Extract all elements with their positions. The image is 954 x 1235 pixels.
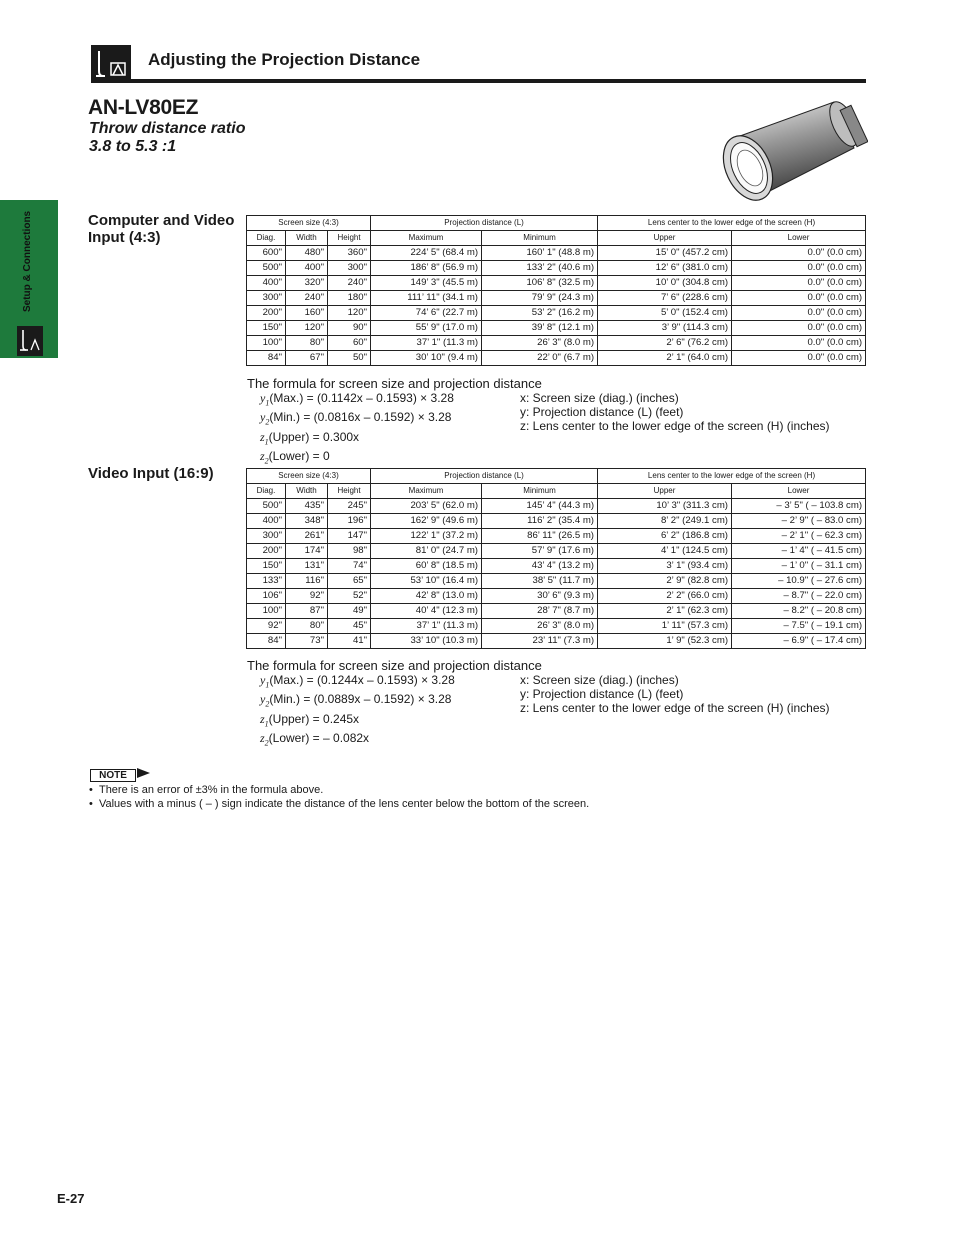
table-cell: 133’ 2" (40.6 m) bbox=[482, 261, 598, 276]
formula-variable: $y_1$ bbox=[260, 673, 270, 690]
formula-variable: $y_2$ bbox=[260, 692, 270, 709]
formula-title: The formula for screen size and projection distance bbox=[247, 376, 542, 391]
legend-y: y: Projection distance (L) (feet) bbox=[520, 687, 684, 701]
table-cell: 23’ 11" (7.3 m) bbox=[482, 634, 598, 649]
table-cell: 400" bbox=[247, 514, 286, 529]
formula-legend bbox=[520, 673, 830, 715]
table-cell: 86’ 11" (26.5 m) bbox=[482, 529, 598, 544]
table-cell: 45" bbox=[328, 619, 371, 634]
table-cell: 106’ 8" (32.5 m) bbox=[482, 276, 598, 291]
table-cell: 120" bbox=[328, 306, 371, 321]
formula-text: (Upper) = 0.245x bbox=[268, 711, 360, 726]
table-cell: 160’ 1" (48.8 m) bbox=[482, 246, 598, 261]
formula-block bbox=[260, 673, 455, 751]
table-row bbox=[247, 321, 866, 336]
distance-table-4-3 bbox=[246, 215, 866, 366]
table-cell: 0.0" (0.0 cm) bbox=[732, 336, 866, 351]
table-cell: 50" bbox=[328, 351, 371, 366]
table-cell: 57’ 9" (17.6 m) bbox=[482, 544, 598, 559]
table-cell: – 8.7" ( – 22.0 cm) bbox=[732, 589, 866, 604]
column-header: Lower bbox=[732, 484, 866, 499]
column-header: Height bbox=[328, 231, 371, 246]
legend-z: z: Lens center to the lower edge of the screen (H) (inches) bbox=[520, 701, 830, 715]
table-cell: 53’ 10" (16.4 m) bbox=[371, 574, 482, 589]
table-cell: 0.0" (0.0 cm) bbox=[732, 321, 866, 336]
table-cell: 4’ 1" (124.5 cm) bbox=[598, 544, 732, 559]
throw-ratio-line1: Throw distance ratio bbox=[89, 120, 246, 137]
formula-line bbox=[260, 712, 455, 731]
table-cell: 15’ 0" (457.2 cm) bbox=[598, 246, 732, 261]
table-cell: 2’ 1" (64.0 cm) bbox=[598, 351, 732, 366]
table-cell: 84" bbox=[247, 351, 286, 366]
column-header: Diag. bbox=[247, 231, 286, 246]
table-row bbox=[247, 619, 866, 634]
table-cell: – 7.5" ( – 19.1 cm) bbox=[732, 619, 866, 634]
table-cell: 0.0" (0.0 cm) bbox=[732, 351, 866, 366]
table-row bbox=[247, 514, 866, 529]
column-header: Upper bbox=[598, 484, 732, 499]
formula-text: (Lower) = 0 bbox=[268, 449, 330, 464]
group-header: Projection distance (L) bbox=[371, 469, 598, 484]
table-cell: 160" bbox=[286, 306, 328, 321]
table-cell: 106" bbox=[247, 589, 286, 604]
heading-rule bbox=[131, 79, 866, 83]
table-row bbox=[247, 291, 866, 306]
note-arrow-icon bbox=[137, 768, 150, 778]
table-cell: 1’ 11" (57.3 cm) bbox=[598, 619, 732, 634]
table-cell: 150" bbox=[247, 559, 286, 574]
table-cell: 42’ 8" (13.0 m) bbox=[371, 589, 482, 604]
table-cell: 87" bbox=[286, 604, 328, 619]
table-cell: 600" bbox=[247, 246, 286, 261]
legend-z: z: Lens center to the lower edge of the screen (H) (inches) bbox=[520, 419, 830, 433]
table-cell: 12’ 6" (381.0 cm) bbox=[598, 261, 732, 276]
table-cell: 1’ 9" (52.3 cm) bbox=[598, 634, 732, 649]
note-item-text: There is an error of ±3% in the formula above. bbox=[98, 784, 324, 796]
table-cell: 147" bbox=[328, 529, 371, 544]
table-cell: 3’ 1" (93.4 cm) bbox=[598, 559, 732, 574]
formula-variable: $z_2$ bbox=[260, 449, 269, 466]
column-header: Minimum bbox=[482, 484, 598, 499]
formula-variable: $y_1$ bbox=[260, 391, 270, 408]
column-header: Width bbox=[286, 231, 328, 246]
table-cell: 0.0" (0.0 cm) bbox=[732, 306, 866, 321]
group-header: Screen size (4:3) bbox=[247, 469, 371, 484]
table-cell: 480" bbox=[286, 246, 328, 261]
table-cell: 100" bbox=[247, 336, 286, 351]
group-header: Lens center to the lower edge of the screen (H) bbox=[598, 469, 866, 484]
formula-line bbox=[260, 430, 454, 449]
table-cell: 200" bbox=[247, 544, 286, 559]
table-cell: 2’ 2" (66.0 cm) bbox=[598, 589, 732, 604]
table-cell: 26’ 3" (8.0 m) bbox=[482, 336, 598, 351]
table-cell: 49" bbox=[328, 604, 371, 619]
formula-variable: $z_1$ bbox=[260, 429, 269, 447]
column-header: Lower bbox=[732, 231, 866, 246]
formula-variable: $z_2$ bbox=[260, 731, 269, 748]
table-row bbox=[247, 276, 866, 291]
table-cell: 162’ 9" (49.6 m) bbox=[371, 514, 482, 529]
table-cell: 33’ 10" (10.3 m) bbox=[371, 634, 482, 649]
table-cell: 73" bbox=[286, 634, 328, 649]
distance-table-16-9 bbox=[246, 468, 866, 649]
table-cell: 53’ 2" (16.2 m) bbox=[482, 306, 598, 321]
legend-y: y: Projection distance (L) (feet) bbox=[520, 405, 684, 419]
table-row bbox=[247, 336, 866, 351]
table-cell: 500" bbox=[247, 499, 286, 514]
table-cell: 81’ 0" (24.7 m) bbox=[371, 544, 482, 559]
group-header: Projection distance (L) bbox=[371, 216, 598, 231]
table-cell: 7’ 6" (228.6 cm) bbox=[598, 291, 732, 306]
section-icon-small bbox=[17, 326, 43, 356]
table-row bbox=[247, 351, 866, 366]
table-cell: 111’ 11" (34.1 m) bbox=[371, 291, 482, 306]
table-cell: 5’ 0" (152.4 cm) bbox=[598, 306, 732, 321]
section-heading: Adjusting the Projection Distance bbox=[148, 50, 421, 69]
page-number: E-27 bbox=[57, 1191, 85, 1206]
note-item: • There is an error of ±3% in the formula above. bbox=[89, 784, 324, 796]
table-cell: 92" bbox=[247, 619, 286, 634]
formula-text: (Max.) = (0.1244x – 0.1593) × 3.28 bbox=[269, 673, 455, 687]
table-cell: 240" bbox=[328, 276, 371, 291]
table-row bbox=[247, 529, 866, 544]
table-cell: 360" bbox=[328, 246, 371, 261]
section-icon bbox=[91, 45, 131, 83]
column-header: Maximum bbox=[371, 484, 482, 499]
table-cell: 43’ 4" (13.2 m) bbox=[482, 559, 598, 574]
table-cell: 133" bbox=[247, 574, 286, 589]
table-cell: 10’ 3" (311.3 cm) bbox=[598, 499, 732, 514]
legend-x: x: Screen size (diag.) (inches) bbox=[520, 391, 679, 405]
table-cell: 196" bbox=[328, 514, 371, 529]
table-cell: 92" bbox=[286, 589, 328, 604]
table-cell: 348" bbox=[286, 514, 328, 529]
table-cell: 116" bbox=[286, 574, 328, 589]
table-cell: 0.0" (0.0 cm) bbox=[732, 291, 866, 306]
table-cell: 55’ 9" (17.0 m) bbox=[371, 321, 482, 336]
table-cell: – 6.9" ( – 17.4 cm) bbox=[732, 634, 866, 649]
table-cell: 224’ 5" (68.4 m) bbox=[371, 246, 482, 261]
table-cell: 98" bbox=[328, 544, 371, 559]
table-cell: 2’ 9" (82.8 cm) bbox=[598, 574, 732, 589]
formula-variable: $z_1$ bbox=[260, 711, 269, 729]
column-header: Maximum bbox=[371, 231, 482, 246]
table-cell: – 1’ 4" ( – 41.5 cm) bbox=[732, 544, 866, 559]
table-cell: 150" bbox=[247, 321, 286, 336]
formula-line bbox=[260, 449, 454, 468]
table-cell: 400" bbox=[247, 276, 286, 291]
side-tab-label: Setup & Connections bbox=[22, 210, 33, 312]
table-cell: 60" bbox=[328, 336, 371, 351]
table-cell: 0.0" (0.0 cm) bbox=[732, 261, 866, 276]
group-header: Lens center to the lower edge of the screen (H) bbox=[598, 216, 866, 231]
table-cell: 203’ 5" (62.0 m) bbox=[371, 499, 482, 514]
table-cell: 186’ 8" (56.9 m) bbox=[371, 261, 482, 276]
note-item-text: Values with a minus ( – ) sign indicate the distance of the lens center below the bottom of the screen. bbox=[98, 798, 590, 810]
table-cell: 145’ 4" (44.3 m) bbox=[482, 499, 598, 514]
table-cell: 39’ 8" (12.1 m) bbox=[482, 321, 598, 336]
table-cell: 74" bbox=[328, 559, 371, 574]
formula-line bbox=[260, 391, 454, 410]
formula-legend bbox=[520, 391, 830, 433]
table-cell: 67" bbox=[286, 351, 328, 366]
table-cell: 60’ 8" (18.5 m) bbox=[371, 559, 482, 574]
table-cell: 131" bbox=[286, 559, 328, 574]
formula-variable: $y_2$ bbox=[260, 410, 270, 427]
table-row bbox=[247, 634, 866, 649]
table-cell: 240" bbox=[286, 291, 328, 306]
table-cell: 10’ 0" (304.8 cm) bbox=[598, 276, 732, 291]
group-header: Screen size (4:3) bbox=[247, 216, 371, 231]
table-cell: 37’ 1" (11.3 m) bbox=[371, 619, 482, 634]
table-row bbox=[247, 589, 866, 604]
table-cell: 2’ 6" (76.2 cm) bbox=[598, 336, 732, 351]
table-cell: 174" bbox=[286, 544, 328, 559]
table-cell: 28’ 7" (8.7 m) bbox=[482, 604, 598, 619]
table-cell: – 1’ 0" ( – 31.1 cm) bbox=[732, 559, 866, 574]
table-cell: 261" bbox=[286, 529, 328, 544]
table-row bbox=[247, 559, 866, 574]
column-header: Diag. bbox=[247, 484, 286, 499]
table-cell: – 2’ 1" ( – 62.3 cm) bbox=[732, 529, 866, 544]
table-cell: 300" bbox=[247, 529, 286, 544]
table-cell: – 3’ 5" ( – 103.8 cm) bbox=[732, 499, 866, 514]
formula-text: (Upper) = 0.300x bbox=[268, 429, 360, 444]
table-row bbox=[247, 261, 866, 276]
table-cell: 65" bbox=[328, 574, 371, 589]
table-cell: 90" bbox=[328, 321, 371, 336]
table-cell: 200" bbox=[247, 306, 286, 321]
column-header: Height bbox=[328, 484, 371, 499]
table-cell: 300" bbox=[328, 261, 371, 276]
table-cell: 245" bbox=[328, 499, 371, 514]
table-cell: 180" bbox=[328, 291, 371, 306]
table-cell: 120" bbox=[286, 321, 328, 336]
table-cell: 0.0" (0.0 cm) bbox=[732, 276, 866, 291]
table-cell: 30’ 10" (9.4 m) bbox=[371, 351, 482, 366]
table-cell: 41" bbox=[328, 634, 371, 649]
table-cell: 149’ 3" (45.5 m) bbox=[371, 276, 482, 291]
formula-line bbox=[260, 673, 455, 692]
table-row bbox=[247, 604, 866, 619]
side-tab bbox=[0, 200, 58, 358]
formula-text: (Min.) = (0.0889x – 0.1592) × 3.28 bbox=[269, 692, 452, 707]
section1-title-line2: Input (4:3) bbox=[88, 229, 161, 246]
table-cell: – 10.9" ( – 27.6 cm) bbox=[732, 574, 866, 589]
table-cell: 30’ 6" (9.3 m) bbox=[482, 589, 598, 604]
column-header: Minimum bbox=[482, 231, 598, 246]
formula-line bbox=[260, 731, 455, 750]
legend-x: x: Screen size (diag.) (inches) bbox=[520, 673, 679, 687]
table-cell: 300" bbox=[247, 291, 286, 306]
note-item: • Values with a minus ( – ) sign indicate the distance of the lens center below the bottom of the screen. bbox=[89, 798, 590, 810]
table-cell: 0.0" (0.0 cm) bbox=[732, 246, 866, 261]
section1-title-line1: Computer and Video bbox=[88, 212, 235, 229]
table-cell: 52" bbox=[328, 589, 371, 604]
table-cell: 37’ 1" (11.3 m) bbox=[371, 336, 482, 351]
table-row bbox=[247, 306, 866, 321]
table-row bbox=[247, 499, 866, 514]
table-cell: 38’ 5" (11.7 m) bbox=[482, 574, 598, 589]
table-cell: 26’ 3" (8.0 m) bbox=[482, 619, 598, 634]
table-cell: 320" bbox=[286, 276, 328, 291]
section1-title bbox=[88, 212, 234, 246]
formula-block bbox=[260, 391, 454, 469]
table-cell: 2’ 1" (62.3 cm) bbox=[598, 604, 732, 619]
formula-text: (Max.) = (0.1142x – 0.1593) × 3.28 bbox=[269, 391, 454, 405]
table-cell: 80" bbox=[286, 336, 328, 351]
formula-text: (Lower) = – 0.082x bbox=[268, 731, 370, 746]
throw-ratio-line2: 3.8 to 5.3 :1 bbox=[89, 138, 177, 155]
table-cell: – 8.2" ( – 20.8 cm) bbox=[732, 604, 866, 619]
table-cell: 100" bbox=[247, 604, 286, 619]
note-badge: NOTE bbox=[90, 769, 136, 782]
table-cell: 84" bbox=[247, 634, 286, 649]
table-cell: 122’ 1" (37.2 m) bbox=[371, 529, 482, 544]
table-cell: 22’ 0" (6.7 m) bbox=[482, 351, 598, 366]
formula-line bbox=[260, 410, 454, 429]
column-header: Width bbox=[286, 484, 328, 499]
table-cell: 6’ 2" (186.8 cm) bbox=[598, 529, 732, 544]
table-cell: 400" bbox=[286, 261, 328, 276]
note-list bbox=[89, 783, 589, 811]
table-cell: 79’ 9" (24.3 m) bbox=[482, 291, 598, 306]
column-header: Upper bbox=[598, 231, 732, 246]
table-cell: 40’ 4" (12.3 m) bbox=[371, 604, 482, 619]
formula-line bbox=[260, 692, 455, 711]
table-cell: 500" bbox=[247, 261, 286, 276]
table-cell: 3’ 9" (114.3 cm) bbox=[598, 321, 732, 336]
model-title: AN-LV80EZ bbox=[88, 96, 199, 119]
table-row bbox=[247, 574, 866, 589]
table-cell: 8’ 2" (249.1 cm) bbox=[598, 514, 732, 529]
formula-text: (Min.) = (0.0816x – 0.1592) × 3.28 bbox=[269, 410, 452, 425]
table-cell: 74’ 6" (22.7 m) bbox=[371, 306, 482, 321]
table-row bbox=[247, 544, 866, 559]
table-cell: 80" bbox=[286, 619, 328, 634]
table-row bbox=[247, 246, 866, 261]
table-cell: 116’ 2" (35.4 m) bbox=[482, 514, 598, 529]
lens-illustration bbox=[716, 98, 868, 206]
section2-title: Video Input (16:9) bbox=[88, 465, 214, 482]
throw-ratio bbox=[89, 120, 245, 156]
table-cell: – 2’ 9" ( – 83.0 cm) bbox=[732, 514, 866, 529]
table-cell: 435" bbox=[286, 499, 328, 514]
formula-title: The formula for screen size and projection distance bbox=[247, 658, 542, 673]
